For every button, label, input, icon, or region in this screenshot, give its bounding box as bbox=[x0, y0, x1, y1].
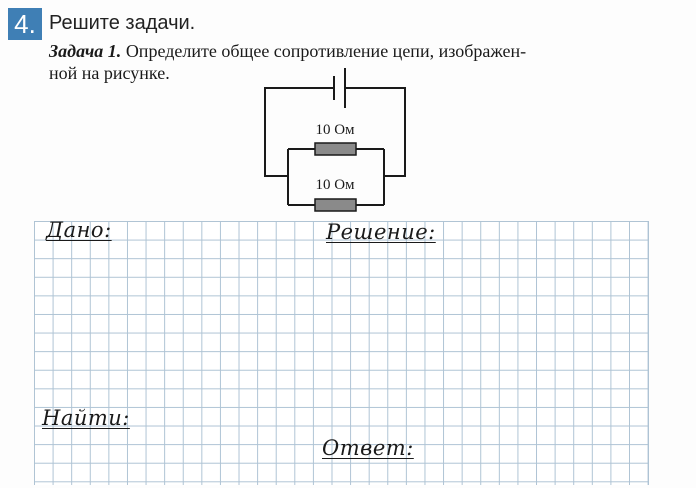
resistor-top bbox=[315, 143, 356, 155]
find-label: Найти: bbox=[42, 406, 130, 430]
answer-label: Ответ: bbox=[322, 436, 414, 460]
given-label: Дано: bbox=[46, 218, 112, 242]
problem-label: Задача 1. bbox=[49, 41, 122, 61]
problem-text: Определите общее сопротивление цепи, изображен- bbox=[125, 41, 527, 61]
task-number-badge: 4. bbox=[8, 8, 42, 40]
battery-icon bbox=[334, 68, 345, 108]
resistor-bottom bbox=[315, 199, 356, 211]
solution-label: Решение: bbox=[326, 220, 436, 244]
section-title: Решите задачи. bbox=[49, 12, 196, 34]
resistor-top-label: 10 Ом bbox=[315, 122, 355, 138]
problem-text-line2: ной на рисунке. bbox=[49, 63, 170, 83]
resistor-bottom-label: 10 Ом bbox=[315, 177, 355, 193]
